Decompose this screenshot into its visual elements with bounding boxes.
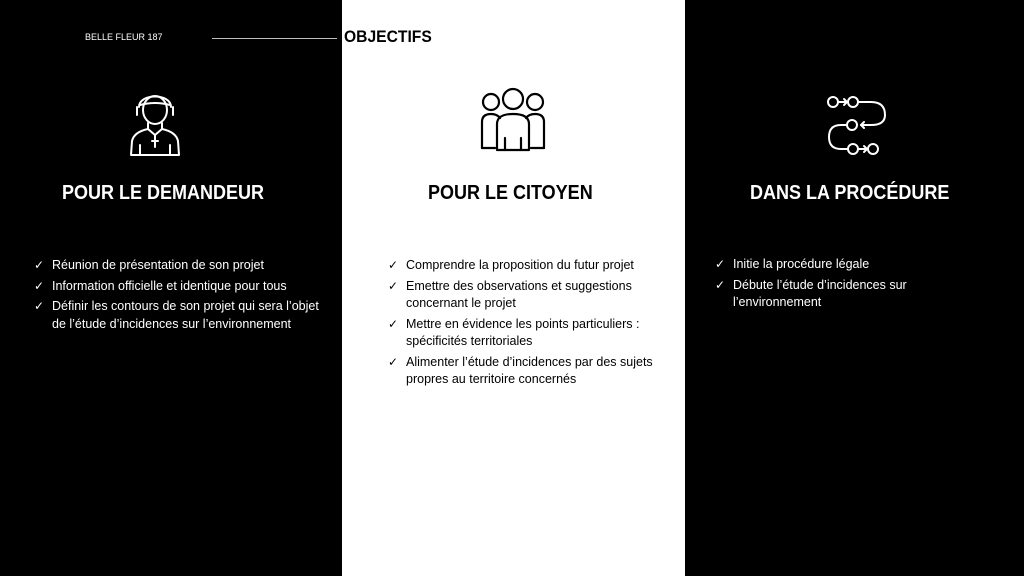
checkmark-icon: ✓ — [34, 278, 45, 293]
column-title-demandeur: POUR LE DEMANDEUR — [62, 182, 265, 204]
checkmark-icon: ✓ — [34, 258, 45, 272]
checkmark-icon: ✓ — [388, 258, 399, 272]
person-icon — [128, 85, 182, 157]
group-icon — [477, 86, 549, 154]
list-item: ✓ Alimenter l’étude d’incidences par des sujets propres au territoire concernés — [388, 354, 653, 386]
list-item: ✓ Débute l’étude d’incidences sur l’environnement — [715, 277, 907, 309]
list-item: ✓ Initie la procédure légale — [715, 256, 995, 274]
checkmark-icon: ✓ — [388, 354, 399, 369]
checkmark-icon: ✓ — [388, 278, 399, 293]
column-title-citoyen: POUR LE CITOYEN — [428, 182, 593, 204]
header-divider — [212, 38, 337, 39]
process-flow-icon — [825, 93, 889, 159]
checkmark-icon: ✓ — [715, 277, 726, 292]
list-item: ✓ Réunion de présentation de son projet — [34, 257, 324, 275]
list-item: ✓ Mettre en évidence les points particuliers : spécificités territoriales — [388, 316, 640, 348]
list-item: ✓ Définir les contours de son projet qui sera l’objet de l’étude d’incidences sur l’environnement — [34, 299, 319, 331]
header-tag: BELLE FLEUR 187 — [85, 32, 163, 42]
list-item: ✓ Comprendre la proposition du futur projet — [388, 257, 668, 275]
bullet-list-demandeur — [34, 257, 324, 336]
checkmark-icon: ✓ — [715, 257, 726, 271]
checkmark-icon: ✓ — [34, 299, 45, 313]
bullet-list-citoyen — [388, 257, 668, 392]
column-title-procedure: DANS LA PROCÉDURE — [750, 182, 950, 204]
list-item: ✓ Information officielle et identique pour tous — [34, 278, 324, 296]
checkmark-icon: ✓ — [388, 316, 399, 331]
page-title: OBJECTIFS — [344, 27, 432, 46]
bullet-list-procedure — [715, 256, 995, 315]
list-item: ✓ Emettre des observations et suggestions concernant le projet — [388, 278, 632, 310]
